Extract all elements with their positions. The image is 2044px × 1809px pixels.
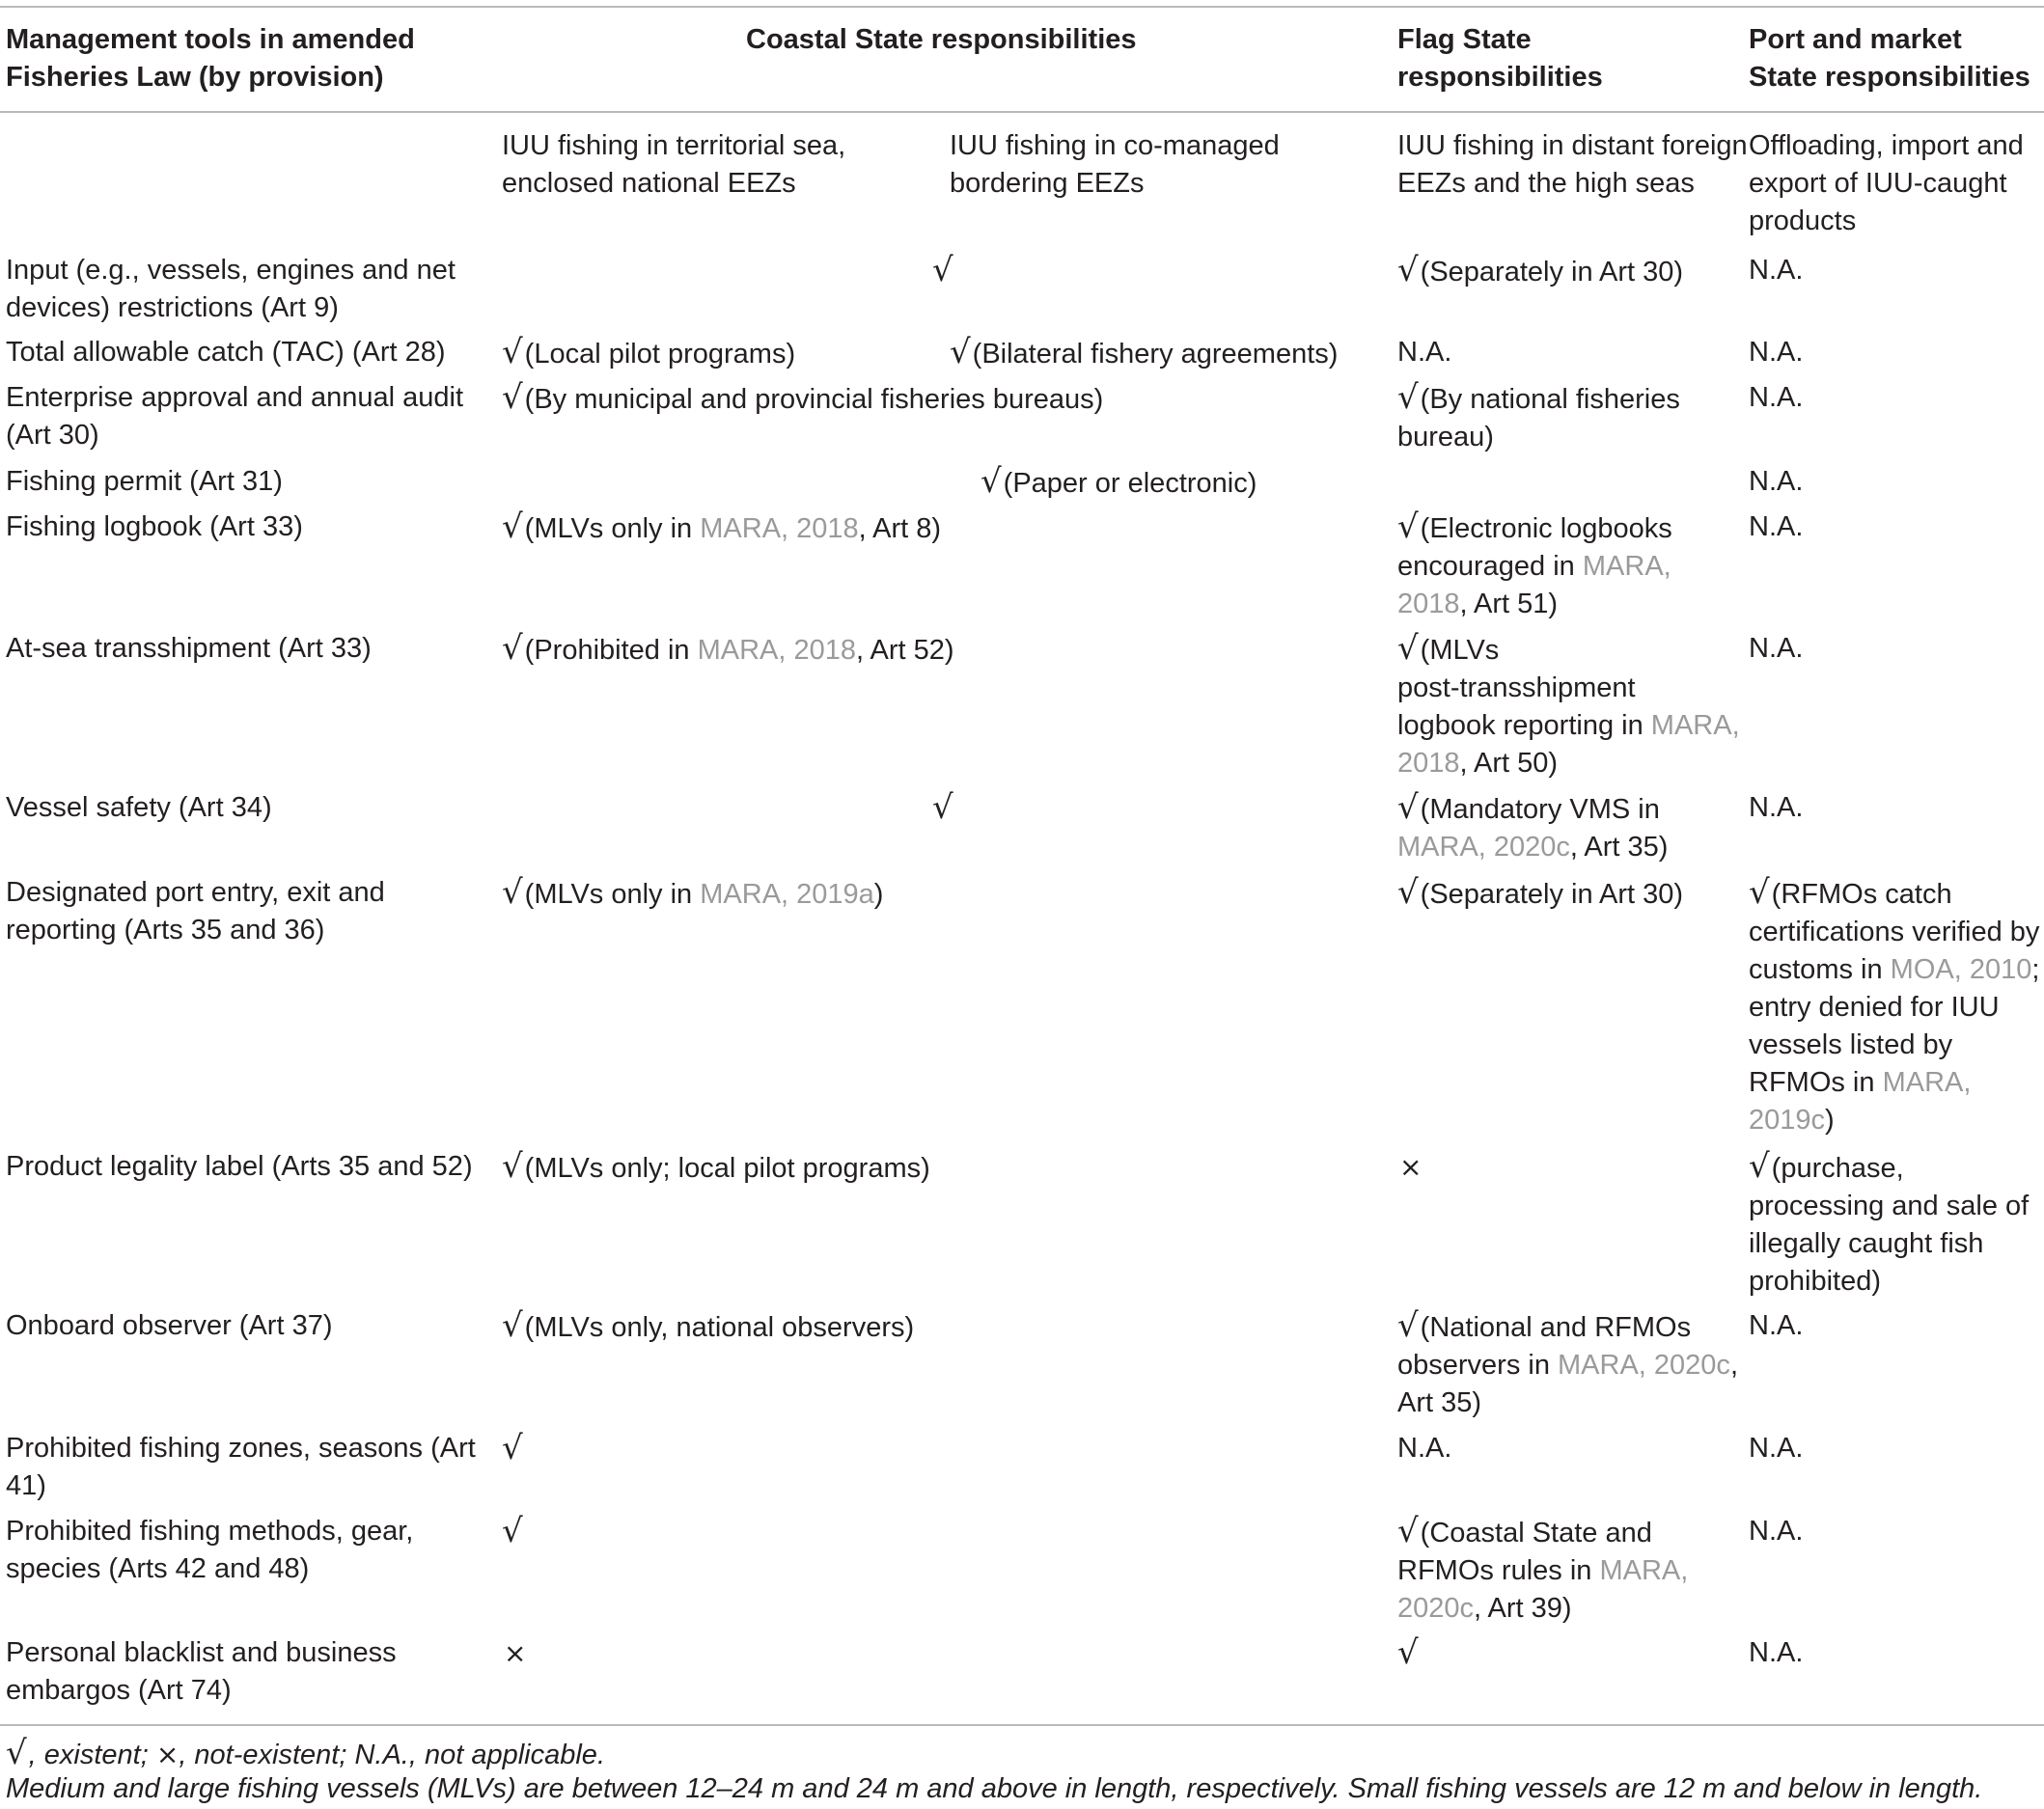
row-label-tool [6, 1148, 473, 1186]
cell-text: N.A. [1749, 1433, 1804, 1464]
row-transship-port [1749, 630, 1803, 668]
footnote-text: Medium and large fishing vessels (MLVs) are between 12–24 m and 24 m and above in length, respectively. Small fishing vessels are 12 m and below in length. [6, 1773, 1983, 1804]
citation-link[interactable]: MARA, 2020c [1397, 832, 1570, 863]
tool-line: reporting (Arts 35 and 36) [6, 915, 325, 946]
row-port-entry-flag [1397, 874, 1683, 914]
check-mark: √ [1397, 251, 1419, 289]
cell-text: (MLVs only; local pilot programs) [524, 1153, 930, 1184]
row-zones-coastal [502, 1430, 525, 1469]
header-line: Management tools in amended [6, 24, 415, 55]
header-coastal [746, 21, 1137, 59]
check-mark: √ [502, 378, 523, 417]
cell-text: , [1729, 1350, 1738, 1381]
row-methods-tool [6, 1513, 413, 1588]
cell-text: N.A. [1749, 792, 1804, 823]
cell-line [1749, 1064, 2039, 1102]
header-line: Flag State [1397, 24, 1532, 55]
check-mark: √ [502, 1306, 523, 1345]
row-blacklist-coastal [504, 1634, 526, 1673]
row-label-coastal [502, 1148, 930, 1188]
row-enterprise-flag [1397, 379, 1680, 456]
row-tac-tool [6, 334, 446, 371]
row-port-entry-port [1749, 874, 2039, 1139]
row-methods-port [1749, 1513, 1803, 1550]
row-tac-territorial [502, 334, 795, 373]
row-enterprise-port [1749, 379, 1803, 417]
row-safety-tool [6, 789, 272, 827]
subheader-line: IUU fishing in co-managed [950, 130, 1280, 161]
cell-line: illegally caught fish [1749, 1228, 1984, 1259]
citation-link[interactable]: MARA, [1599, 1555, 1689, 1586]
header-flag [1397, 21, 1603, 96]
tool-line: 41) [6, 1470, 46, 1501]
check-mark: √ [502, 629, 523, 668]
tool-line: Total allowable catch (TAC) (Art 28) [6, 337, 446, 368]
tool-line: Designated port entry, exit and [6, 877, 385, 908]
cell-text: (By national fisheries [1420, 384, 1680, 415]
row-methods-flag [1397, 1513, 1688, 1628]
tool-line: Fishing permit (Art 31) [6, 466, 283, 497]
header-rule [0, 111, 2044, 113]
cell-line [1749, 1148, 2029, 1188]
citation-link[interactable]: 2018 [1397, 748, 1460, 779]
cell-text: N.A. [1749, 1637, 1804, 1668]
top-rule [0, 6, 2044, 8]
tool-line: Personal blacklist and business [6, 1637, 397, 1668]
cell-text: (Mandatory VMS in [1420, 794, 1660, 825]
check-mark: √ [6, 1734, 27, 1772]
cell-text: (Separately in Art 30) [1420, 879, 1684, 910]
cell-text: N.A. [1749, 633, 1804, 664]
row-permit-port [1749, 463, 1803, 501]
cell-line [1397, 630, 1740, 670]
cell-line [1749, 874, 2039, 914]
cell-text: logbook reporting in [1397, 710, 1651, 741]
citation-link[interactable]: MARA, 2018 [700, 513, 859, 544]
citation-link[interactable]: MARA, 2019a [700, 879, 874, 910]
cell-text: , Art 52) [856, 635, 954, 666]
cell-line: prohibited) [1749, 1266, 1882, 1297]
tool-line: Prohibited fishing zones, seasons (Art [6, 1433, 476, 1464]
row-port-entry-tool [6, 874, 385, 949]
cell-line [1749, 1102, 2039, 1139]
cell-line [1397, 1552, 1688, 1590]
row-label-flag [1399, 1148, 1422, 1187]
cell-text: (National and RFMOs [1420, 1312, 1692, 1343]
header-line: Coastal State responsibilities [746, 24, 1137, 55]
check-mark: √ [1397, 507, 1419, 546]
cell-line: Art 35) [1397, 1387, 1482, 1418]
cross-mark: × [504, 1637, 527, 1669]
subheader-line: export of IUU-caught [1749, 168, 2007, 199]
row-input-coastal [932, 252, 955, 291]
row-blacklist-tool [6, 1634, 397, 1710]
cell-text: N.A. [1749, 382, 1804, 413]
row-input-tool [6, 252, 456, 327]
cell-line [1397, 1307, 1738, 1347]
row-zones-tool [6, 1430, 476, 1505]
row-blacklist-flag [1397, 1634, 1421, 1674]
row-enterprise-coastal [502, 379, 1103, 419]
citation-link[interactable]: MOA, 2010 [1890, 954, 2032, 985]
cell-line: vessels listed by [1749, 1029, 1953, 1060]
row-port-entry-coastal [502, 874, 883, 914]
cell-text: N.A. [1397, 337, 1452, 368]
row-observer-port [1749, 1307, 1803, 1345]
cell-text: , Art 8) [858, 513, 942, 544]
cell-text: ) [873, 879, 884, 910]
subheader-line: products [1749, 206, 1857, 236]
cell-line [1397, 508, 1672, 548]
cell-text: N.A. [1749, 255, 1804, 286]
cell-line [1397, 1513, 1688, 1552]
cell-line [1397, 789, 1668, 829]
check-mark: √ [1397, 1512, 1419, 1550]
check-mark: √ [1749, 1147, 1770, 1186]
cell-line [1397, 707, 1740, 745]
row-label-port [1749, 1148, 2029, 1301]
row-safety-flag [1397, 789, 1668, 866]
cell-text: (Prohibited in [524, 635, 698, 666]
cell-line [1397, 829, 1668, 866]
citation-link[interactable]: MARA, [1882, 1067, 1972, 1098]
cell-line [1749, 951, 2039, 989]
citation-link[interactable]: 2019c [1749, 1105, 1826, 1136]
cell-text: , Art 39) [1474, 1593, 1572, 1624]
cross-mark: × [1399, 1151, 1423, 1183]
row-logbook-tool [6, 508, 303, 546]
header-line: Fisheries Law (by provision) [6, 62, 384, 93]
bottom-rule [0, 1724, 2044, 1726]
check-mark: √ [502, 1147, 523, 1186]
cell-line [1397, 745, 1740, 782]
tool-line: species (Arts 42 and 48) [6, 1553, 310, 1584]
row-input-flag [1397, 252, 1683, 291]
citation-link[interactable]: MARA, [1582, 551, 1671, 582]
cell-text: (Paper or electronic) [1003, 468, 1257, 499]
row-logbook-coastal [502, 508, 941, 548]
cell-line [1397, 1590, 1688, 1628]
subheader-distant [1397, 127, 1748, 203]
header-line: responsibilities [1397, 62, 1603, 93]
check-mark: √ [981, 462, 1002, 501]
cell-text: N.A. [1749, 466, 1804, 497]
check-mark: √ [1749, 873, 1770, 912]
check-mark: √ [932, 251, 953, 289]
check-mark: √ [502, 1512, 523, 1550]
row-transship-tool [6, 630, 372, 668]
cell-text: N.A. [1397, 1433, 1452, 1464]
row-tac-comanaged [950, 334, 1338, 373]
footnote-text: , existent; [28, 1740, 156, 1770]
tool-line: Onboard observer (Art 37) [6, 1310, 333, 1341]
cell-text: N.A. [1749, 1310, 1804, 1341]
cell-text: (purchase, [1771, 1153, 1904, 1184]
tool-line: (Art 30) [6, 420, 99, 451]
row-tac-flag [1397, 334, 1451, 371]
tool-line: At-sea transshipment (Art 33) [6, 633, 372, 664]
cell-line [1397, 379, 1680, 419]
row-logbook-flag [1397, 508, 1672, 623]
row-input-port [1749, 252, 1803, 289]
tool-line: embargos (Art 74) [6, 1675, 232, 1706]
row-enterprise-tool [6, 379, 463, 454]
citation-link[interactable]: MARA, 2018 [697, 635, 857, 666]
citation-link[interactable]: 2020c [1397, 1593, 1475, 1624]
header-line: State responsibilities [1749, 62, 2030, 93]
cell-text: , Art 50) [1459, 748, 1559, 779]
header-line: Port and market [1749, 24, 1962, 55]
row-observer-tool [6, 1307, 332, 1345]
footnote-legend [6, 1735, 605, 1774]
row-observer-flag [1397, 1307, 1738, 1422]
check-mark: √ [502, 1429, 523, 1467]
check-mark: √ [1397, 1633, 1419, 1672]
check-mark: √ [950, 333, 971, 371]
row-zones-port [1749, 1430, 1803, 1467]
tool-line: Enterprise approval and annual audit [6, 382, 463, 413]
cell-line [1397, 548, 1672, 586]
tool-line: Product legality label (Arts 35 and 52) [6, 1151, 473, 1182]
row-safety-coastal [932, 789, 955, 829]
tool-line: Fishing logbook (Art 33) [6, 511, 303, 542]
cell-text: ) [1825, 1105, 1835, 1136]
row-transship-flag [1397, 630, 1740, 782]
row-zones-flag [1397, 1430, 1451, 1467]
check-mark: √ [502, 507, 523, 546]
cell-text: N.A. [1749, 511, 1804, 542]
cell-text: (Bilateral fishery agreements) [972, 339, 1339, 370]
subheader-comanaged [950, 127, 1280, 203]
cell-text: RFMOs in [1749, 1067, 1883, 1098]
cell-text: (MLVs only in [524, 513, 701, 544]
check-mark: √ [502, 873, 523, 912]
subheader-territorial [502, 127, 845, 203]
check-mark: √ [1397, 1306, 1419, 1345]
cell-text: encouraged in [1397, 551, 1583, 582]
cell-text: (Electronic logbooks [1420, 513, 1672, 544]
cell-line: certifications verified by [1749, 917, 2040, 947]
cell-line: processing and sale of [1749, 1191, 2030, 1221]
tool-line: Prohibited fishing methods, gear, [6, 1516, 414, 1547]
check-mark: √ [1397, 788, 1419, 827]
cell-text: (MLVs only, national observers) [524, 1312, 915, 1343]
cell-text: (Local pilot programs) [524, 339, 796, 370]
check-mark: √ [502, 333, 523, 371]
cell-text: N.A. [1749, 1516, 1804, 1547]
row-blacklist-port [1749, 1634, 1803, 1672]
subheader-line: Offloading, import and [1749, 130, 2024, 161]
subheader-line: IUU fishing in territorial sea, [502, 130, 846, 161]
cell-line: entry denied for IUU [1749, 992, 2000, 1023]
cell-text: (Coastal State and [1420, 1518, 1652, 1549]
subheader-line: IUU fishing in distant foreign [1397, 130, 1748, 161]
check-mark: √ [932, 788, 953, 827]
row-tac-port [1749, 334, 1803, 371]
tool-line: devices) restrictions (Art 9) [6, 292, 339, 323]
header-management-tools [6, 21, 415, 96]
row-permit-tool [6, 463, 283, 501]
cell-text: (MLVs [1420, 635, 1500, 666]
cell-text: (By municipal and provincial fisheries bureaus) [524, 384, 1104, 415]
cell-text: , Art 35) [1569, 832, 1669, 863]
cell-line [1397, 586, 1672, 623]
subheader-offloading [1749, 127, 2024, 240]
citation-link[interactable]: MARA, 2020c [1558, 1350, 1730, 1381]
cell-text: observers in [1397, 1350, 1559, 1381]
subheader-line: enclosed national EEZs [502, 168, 796, 199]
cell-text: RFMOs rules in [1397, 1555, 1600, 1586]
row-permit-all [981, 463, 1257, 503]
cell-text: (MLVs only in [524, 879, 701, 910]
citation-link[interactable]: MARA, [1650, 710, 1740, 741]
footnote-text: , not-existent; N.A., not applicable. [179, 1740, 605, 1770]
cell-text: ; [2031, 954, 2040, 985]
cell-text: (RFMOs catch [1771, 879, 1952, 910]
subheader-line: EEZs and the high seas [1397, 168, 1695, 199]
check-mark: √ [1397, 629, 1419, 668]
row-methods-coastal [502, 1513, 525, 1552]
tool-line: Input (e.g., vessels, engines and net [6, 255, 456, 286]
check-mark: √ [1397, 873, 1419, 912]
header-port [1749, 21, 2030, 96]
cell-text: , Art 51) [1459, 589, 1559, 619]
footnote-mlv-definition [6, 1770, 1982, 1808]
cell-line [1397, 1347, 1738, 1384]
tool-line: Vessel safety (Art 34) [6, 792, 272, 823]
check-mark: √ [1397, 378, 1419, 417]
row-safety-port [1749, 789, 1803, 827]
cell-line: post-transshipment [1397, 672, 1636, 703]
subheader-line: bordering EEZs [950, 168, 1145, 199]
cell-line: bureau) [1397, 422, 1494, 452]
row-logbook-port [1749, 508, 1803, 546]
cell-text: (Separately in Art 30) [1420, 257, 1684, 288]
row-transship-coastal [502, 630, 954, 670]
cell-text: N.A. [1749, 337, 1804, 368]
cell-text: customs in [1749, 954, 1891, 985]
citation-link[interactable]: 2018 [1397, 589, 1460, 619]
row-observer-coastal [502, 1307, 914, 1347]
cross-mark: × [155, 1739, 180, 1770]
